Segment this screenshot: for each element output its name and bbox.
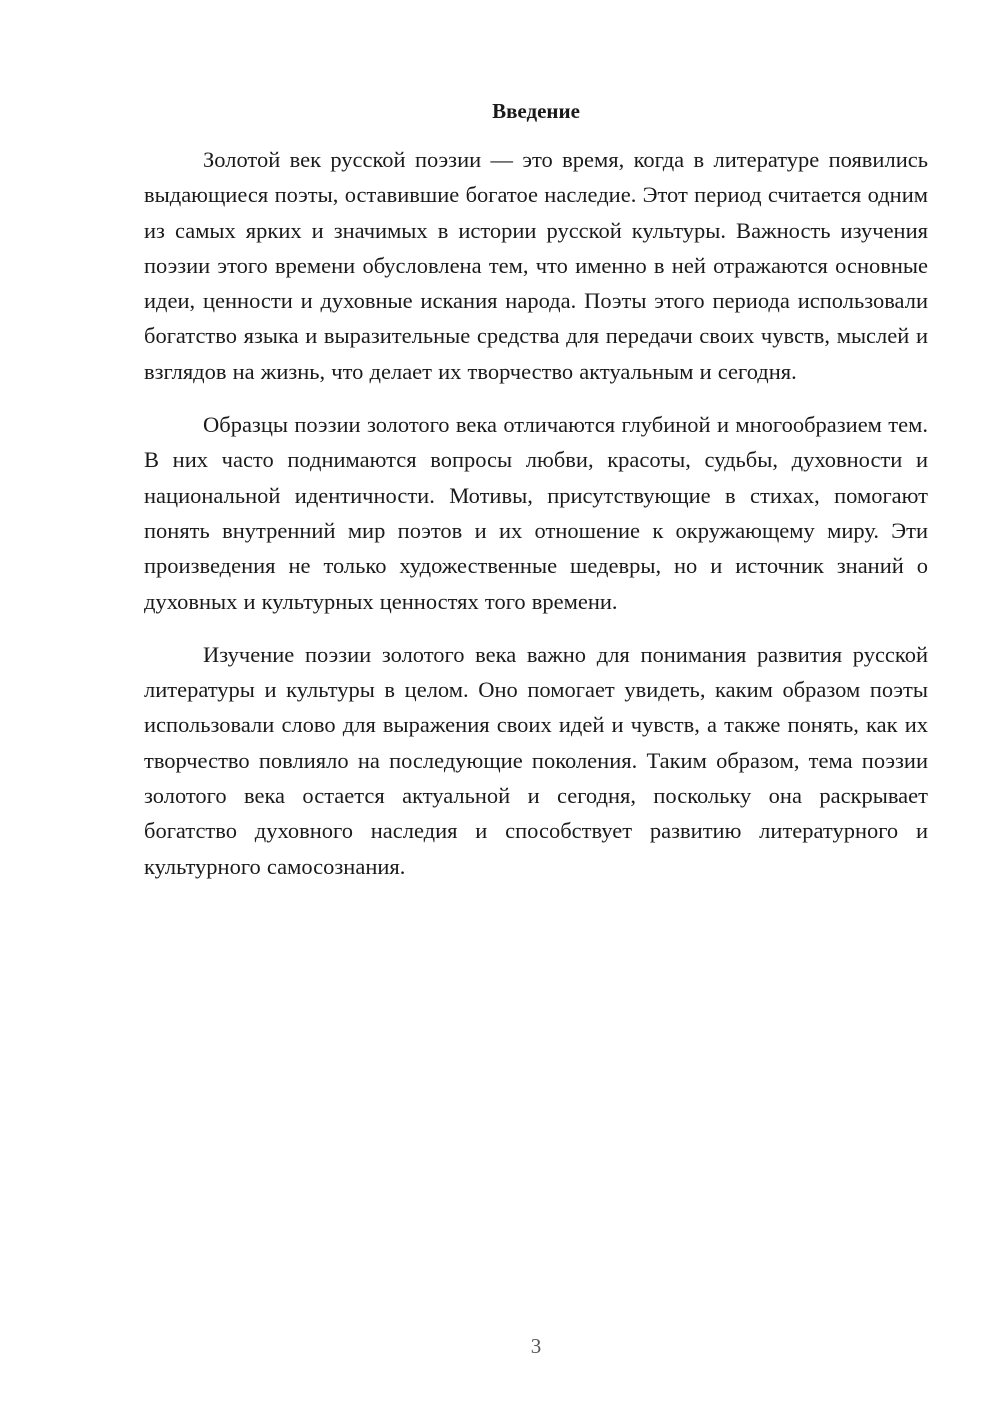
page-title: Введение: [492, 99, 580, 123]
paragraph-2: Образцы поэзии золотого века отличаются глубиной и многообразием тем. В них часто поднимаются вопросы любви, красоты, судьбы, духовности и национальной идентичности. Мотивы, присутствующие в стихах, помогают понять внутренний мир поэтов и их отношение к окружающему миру. Эти произведения не только художественные шедевры, но и источник знаний о духовных и культурных ценностях того времени.: [144, 412, 928, 614]
page-number: 3: [530, 1334, 542, 1358]
body-text: [144, 142, 928, 902]
paragraph-3: Изучение поэзии золотого века важно для понимания развития русской литературы и культуры в целом. Оно помогает увидеть, каким образом поэты использовали слово для выражения своих идей и чувств, а также понять, как их творчество повлияло на последующие поколения. Таким образом, тема поэзии золотого века остается актуальной и сегодня, поскольку она раскрывает богатство духовного наследия и способствует развитию литературного и культурного самосознания.: [144, 641, 928, 879]
paragraph-1: Золотой век русской поэзии — это время, когда в литературе появились выдающиеся поэты, оставившие богатое наследие. Этот период считается одним из самых ярких и значимых в истории русской культуры. Важность изучения поэзии этого времени обусловлена тем, что именно в ней отражаются основные идеи, ценности и духовные искания народа. Поэты этого периода использовали богатство языка и выразительные средства для передачи своих чувств, мыслей и взглядов на жизнь, что делает их творчество актуальным и сегодня.: [144, 147, 928, 384]
